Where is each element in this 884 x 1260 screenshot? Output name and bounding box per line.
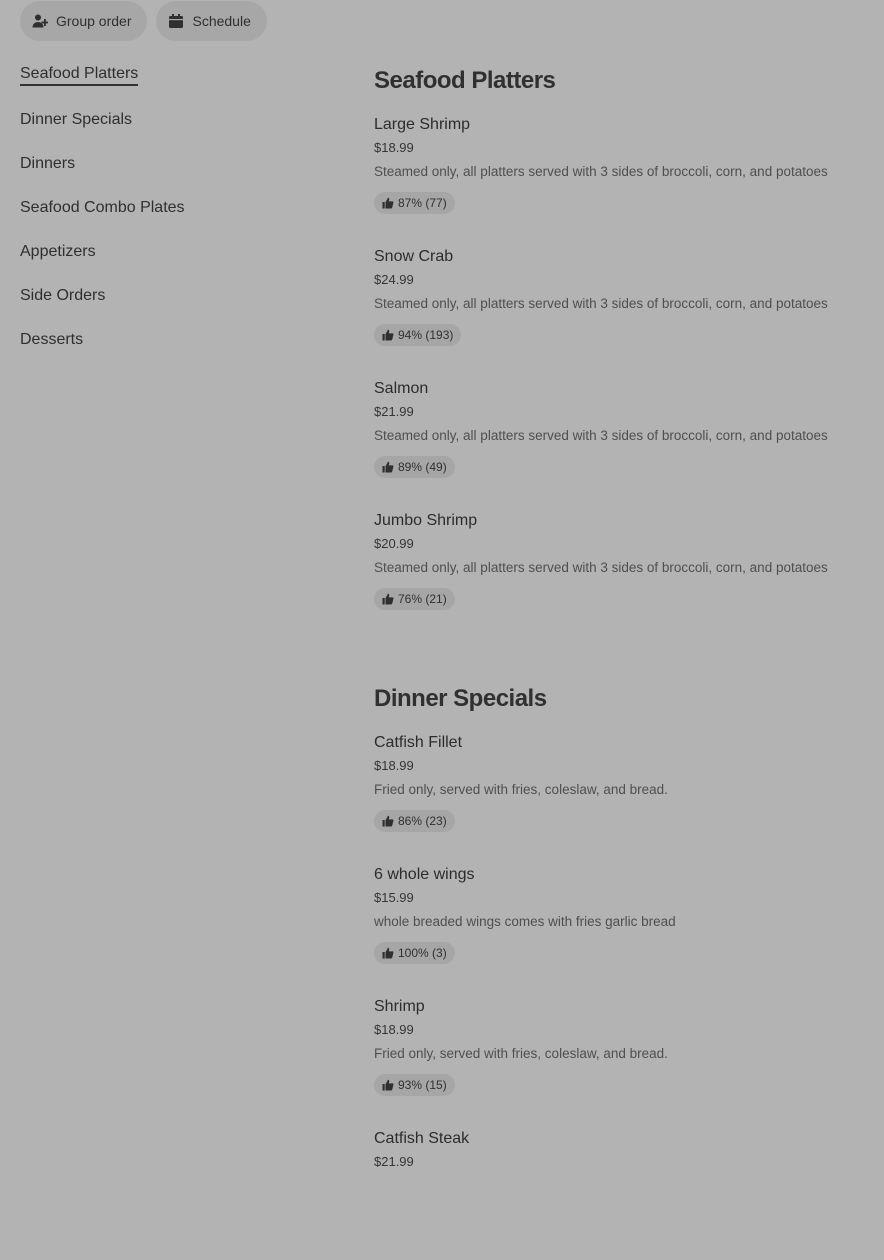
group-order-button[interactable] (20, 1, 147, 41)
sidebar-item-side-orders[interactable] (20, 285, 320, 329)
menu-item[interactable] (374, 1128, 874, 1260)
sidebar-item-seafood-combo-plates[interactable] (20, 197, 320, 241)
item-price: $21.99 (374, 404, 414, 419)
sidebar-item-label: Side Orders (20, 287, 106, 304)
item-price: $18.99 (374, 758, 414, 773)
menu-content (374, 64, 874, 1260)
item-name: Salmon (374, 380, 429, 397)
menu-item[interactable] (374, 246, 874, 378)
item-name: 6 whole wings (374, 866, 475, 883)
category-sidebar (20, 63, 320, 373)
rating-badge (374, 588, 455, 610)
menu-section (374, 682, 874, 1260)
item-name: Jumbo Shrimp (374, 512, 478, 529)
rating-text: 86% (23) (398, 814, 447, 828)
item-description: whole breaded wings comes with fries garlic bread (374, 914, 676, 929)
rating-badge (374, 324, 461, 346)
sidebar-item-seafood-platters[interactable] (20, 63, 320, 109)
item-price: $21.99 (374, 1154, 414, 1169)
menu-item[interactable] (374, 114, 874, 246)
add-person-icon (32, 13, 48, 29)
rating-badge (374, 1074, 455, 1096)
item-description: Steamed only, all platters served with 3 sides of broccoli, corn, and potatoes (374, 164, 828, 179)
sidebar-item-label: Dinner Specials (20, 111, 133, 128)
item-price: $20.99 (374, 536, 414, 551)
thumbs-up-icon (382, 1079, 394, 1091)
menu-item[interactable] (374, 996, 874, 1128)
item-description: Steamed only, all platters served with 3 sides of broccoli, corn, and potatoes (374, 428, 828, 443)
item-name: Large Shrimp (374, 116, 471, 133)
thumbs-up-icon (382, 593, 394, 605)
item-price: $18.99 (374, 1022, 414, 1037)
rating-text: 89% (49) (398, 460, 447, 474)
item-description: Steamed only, all platters served with 3 sides of broccoli, corn, and potatoes (374, 296, 828, 311)
rating-text: 94% (193) (398, 328, 454, 342)
rating-text: 93% (15) (398, 1078, 447, 1092)
sidebar-item-dinner-specials[interactable] (20, 109, 320, 153)
item-description: Fried only, served with fries, coleslaw, and bread. (374, 782, 668, 797)
item-price: $18.99 (374, 140, 414, 155)
menu-item[interactable] (374, 378, 874, 510)
item-description: Fried only, served with fries, coleslaw, and bread. (374, 1046, 668, 1061)
item-name: Shrimp (374, 998, 425, 1015)
item-name: Catfish Steak (374, 1130, 470, 1147)
item-name: Snow Crab (374, 248, 454, 265)
thumbs-up-icon (382, 197, 394, 209)
rating-badge (374, 810, 455, 832)
sidebar-item-label: Seafood Combo Plates (20, 199, 185, 216)
section-title: Dinner Specials (374, 685, 547, 712)
calendar-icon (168, 13, 184, 29)
rating-text: 87% (77) (398, 196, 447, 210)
item-description: Steamed only, all platters served with 3 sides of broccoli, corn, and potatoes (374, 560, 828, 575)
sidebar-item-label: Desserts (20, 331, 84, 348)
menu-item[interactable] (374, 510, 874, 642)
sidebar-item-dinners[interactable] (20, 153, 320, 197)
sidebar-item-label: Seafood Platters (20, 65, 138, 86)
group-order-label: Group order (56, 13, 132, 29)
item-price: $15.99 (374, 890, 414, 905)
top-actions (20, 1, 267, 41)
thumbs-up-icon (382, 947, 394, 959)
thumbs-up-icon (382, 815, 394, 827)
menu-item[interactable] (374, 864, 874, 996)
sidebar-item-appetizers[interactable] (20, 241, 320, 285)
rating-text: 76% (21) (398, 592, 447, 606)
item-name: Catfish Fillet (374, 734, 463, 751)
sidebar-item-desserts[interactable] (20, 329, 320, 373)
section-title: Seafood Platters (374, 67, 556, 94)
schedule-button[interactable] (156, 1, 266, 41)
menu-item[interactable] (374, 732, 874, 864)
rating-text: 100% (3) (398, 946, 447, 960)
sidebar-item-label: Appetizers (20, 243, 96, 260)
thumbs-up-icon (382, 461, 394, 473)
item-price: $24.99 (374, 272, 414, 287)
menu-section (374, 64, 874, 642)
sidebar-item-label: Dinners (20, 155, 76, 172)
schedule-label: Schedule (192, 13, 251, 29)
rating-badge (374, 456, 455, 478)
rating-badge (374, 192, 455, 214)
thumbs-up-icon (382, 329, 394, 341)
rating-badge (374, 942, 455, 964)
